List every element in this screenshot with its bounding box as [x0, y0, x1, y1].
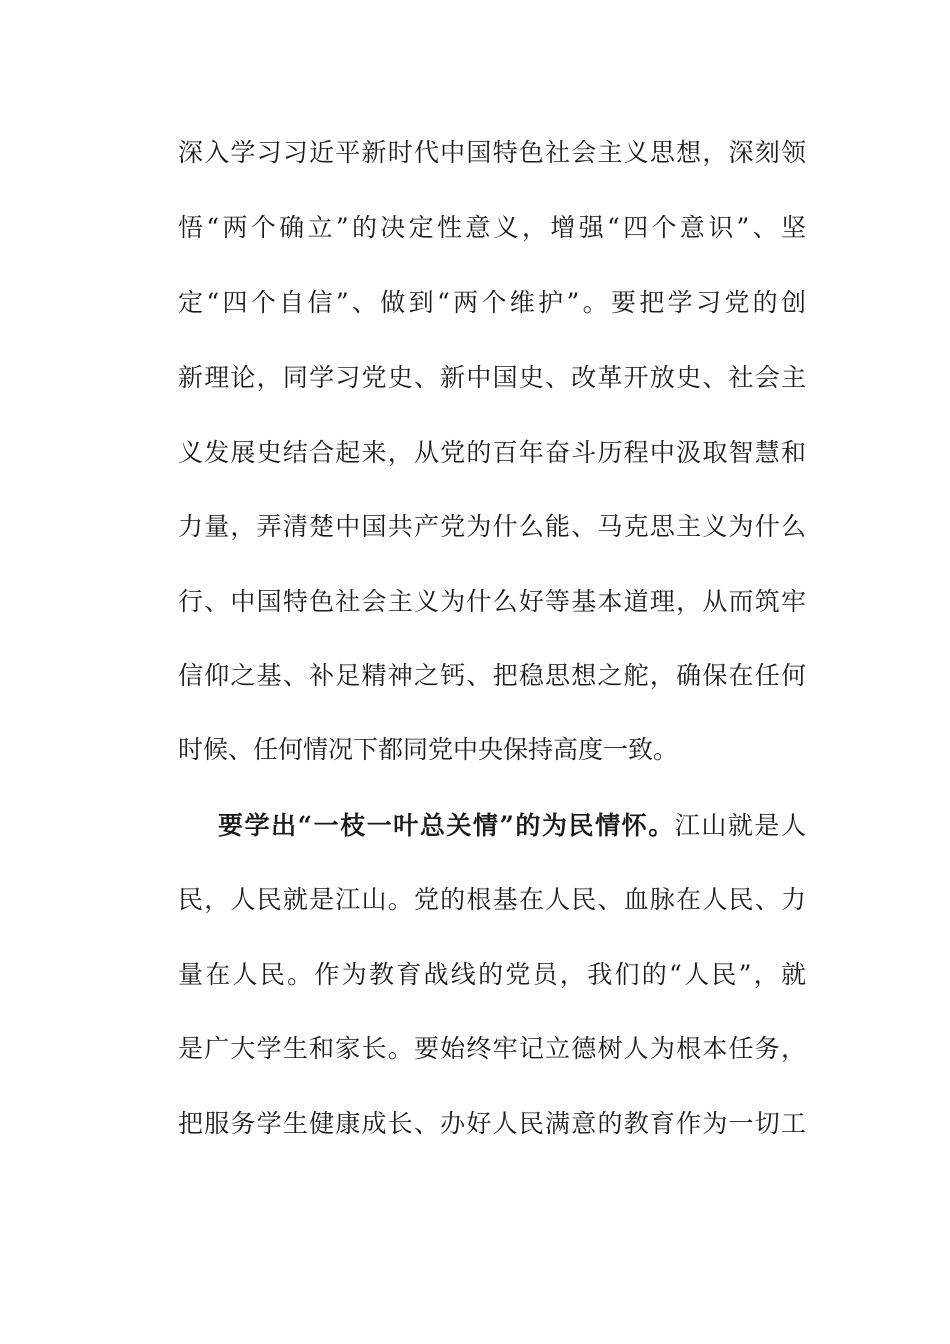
paragraph-1-line-2: 悟“两个确立”的决定性意义，增强“四个意识”、坚 — [178, 213, 806, 242]
paragraph-2-line-5: 把服务学生健康成长、办好人民满意的教育作为一切工 — [178, 1109, 806, 1138]
paragraph-2-line-3: 量在人民。作为教育战线的党员，我们的“人民”，就 — [178, 960, 806, 989]
paragraph-2-first-line-rest: 江山就是人 — [674, 811, 806, 840]
paragraph-1-line-4: 新理论，同学习党史、新中国史、改革开放史、社会主 — [178, 363, 806, 392]
paragraph-1-line-3: 定“四个自信”、做到“两个维护”。要把学习党的创 — [178, 288, 806, 317]
paragraph-2-line-1 — [218, 806, 806, 846]
paragraph-1-line-6: 力量，弄清楚中国共产党为什么能、马克思主义为什么 — [178, 512, 806, 541]
paragraph-1-line-8: 信仰之基、补足精神之钙、把稳思想之舵，确保在任何 — [178, 661, 806, 690]
paragraph-1-line-9: 时候、任何情况下都同党中央保持高度一致。 — [178, 735, 679, 764]
paragraph-2-heading: 要学出“一枝一叶总关情”的为民情怀。 — [218, 811, 675, 840]
paragraph-1-line-1: 深入学习习近平新时代中国特色社会主义思想，深刻领 — [178, 138, 806, 167]
paragraph-1-line-5: 义发展史结合起来，从党的百年奋斗历程中汲取智慧和 — [178, 438, 806, 467]
paragraph-2-line-2: 民，人民就是江山。党的根基在人民、血脉在人民、力 — [178, 885, 806, 914]
paragraph-1-line-7: 行、中国特色社会主义为什么好等基本道理，从而筑牢 — [178, 587, 806, 616]
paragraph-2-line-4: 是广大学生和家长。要始终牢记立德树人为根本任务， — [178, 1034, 806, 1063]
